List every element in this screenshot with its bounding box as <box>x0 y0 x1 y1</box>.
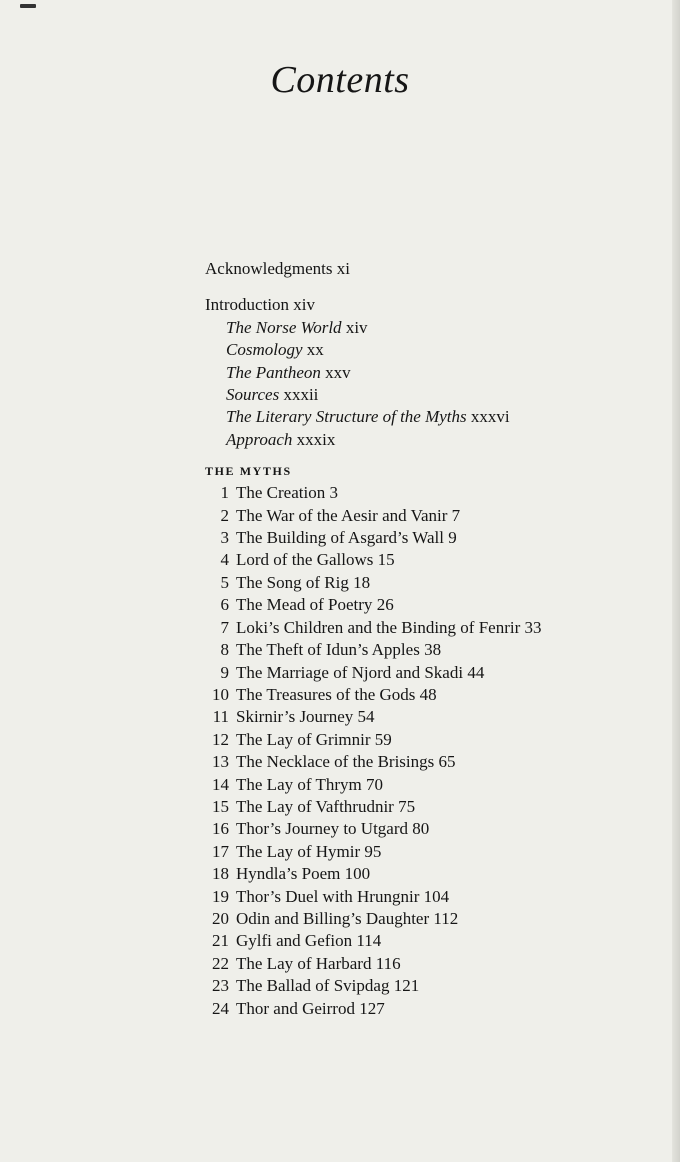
toc-entry-title: The Lay of Hymir <box>236 841 361 861</box>
ink-mark <box>20 4 36 8</box>
toc-entry-page: 54 <box>357 707 375 727</box>
myth-number: 6 <box>220 595 229 615</box>
myth-number: 16 <box>212 819 229 839</box>
toc-entry-title: The Pantheon <box>226 362 321 382</box>
myth-number: 20 <box>212 908 229 928</box>
toc-entry-page: 9 <box>448 528 457 548</box>
toc-entry-page: xxxvi <box>470 407 510 427</box>
toc-entry-page: xxxii <box>283 385 319 405</box>
toc-myth-entry <box>205 818 542 840</box>
toc-entry-title: Loki’s Children and the Binding of Fenrir <box>236 617 521 637</box>
myth-number: 11 <box>212 707 229 727</box>
toc-entry-page: 33 <box>524 617 542 637</box>
toc-entry-page: 114 <box>356 931 382 951</box>
toc-myth-entry <box>205 886 542 908</box>
toc-subentry <box>205 362 542 384</box>
toc-myth-entry <box>205 774 542 796</box>
myth-number: 24 <box>212 998 229 1018</box>
toc-myth-entry <box>205 751 542 773</box>
myth-number: 4 <box>220 550 229 570</box>
toc-entry-page: 38 <box>424 640 442 660</box>
toc-myth-entry <box>205 662 542 684</box>
toc-myth-entry <box>205 729 542 751</box>
toc-myth-entry <box>205 594 542 616</box>
toc-entry-title: Thor’s Duel with Hrungnir <box>236 886 420 906</box>
toc-myth-entry <box>205 572 542 594</box>
toc-entry-page: 18 <box>353 572 371 592</box>
toc-subentry <box>205 406 542 428</box>
toc-entry-title: Thor’s Journey to Utgard <box>236 819 409 839</box>
toc-entry-page: 116 <box>375 953 401 973</box>
toc-entry-title: Acknowledgments <box>205 259 333 278</box>
section-heading-myths: THE MYTHS <box>205 464 292 479</box>
toc-entry-page: xxxix <box>296 429 336 449</box>
toc-entry-title: The Norse World <box>226 317 342 337</box>
toc-entry-page: 121 <box>393 976 420 996</box>
toc-entry-page: 100 <box>344 864 371 884</box>
toc-myth-entry <box>205 841 542 863</box>
toc-myth-entry <box>205 998 542 1020</box>
toc-subentry <box>205 339 542 361</box>
toc-myth-entry <box>205 863 542 885</box>
myth-number: 17 <box>212 841 229 861</box>
myth-number: 10 <box>212 684 229 704</box>
toc-entry-page: 59 <box>374 729 392 749</box>
toc-subentry <box>205 429 542 451</box>
toc-entry-page: 70 <box>365 774 383 794</box>
toc-entry-page: xiv <box>345 317 368 337</box>
toc-myth-entry <box>205 527 542 549</box>
toc-entry-title: The Lay of Grimnir <box>236 729 371 749</box>
myth-number: 2 <box>220 505 229 525</box>
toc-entry-title: Approach <box>226 429 293 449</box>
toc-entry-title: The Building of Asgard’s Wall <box>236 528 444 548</box>
toc-entry-page: 65 <box>438 752 456 772</box>
toc-myth-entry <box>205 617 542 639</box>
toc-myth-entry <box>205 930 542 952</box>
toc-myth-entry <box>205 908 542 930</box>
toc-entry-page: xxv <box>325 362 351 382</box>
myth-number: 8 <box>220 640 229 660</box>
toc-entry-title: Cosmology <box>226 340 303 360</box>
introduction-sections <box>205 317 542 451</box>
toc-entry-title: Introduction <box>205 295 290 315</box>
toc-entry-title: The Marriage of Njord and Skadi <box>236 662 464 682</box>
page-title: Contents <box>270 59 410 101</box>
toc-entry-title: Skirnir’s Journey <box>236 707 354 727</box>
toc-entry-title: The Lay of Thrym <box>236 774 362 794</box>
toc-entry-title: Sources <box>226 385 280 405</box>
toc-entry-title: The Lay of Harbard <box>236 953 372 973</box>
spacer <box>205 280 542 294</box>
toc-entry-page: xiv <box>293 295 316 315</box>
toc-entry-page: 75 <box>398 796 416 816</box>
toc-entry-page: 26 <box>376 595 394 615</box>
toc-entry-page: 104 <box>423 886 450 906</box>
toc-entry-page: 48 <box>419 684 437 704</box>
myth-number: 15 <box>212 796 229 816</box>
myth-number: 3 <box>220 528 229 548</box>
toc-entry-page: xx <box>306 340 324 360</box>
toc-entry-page: 44 <box>467 662 485 682</box>
table-of-contents <box>205 258 542 1020</box>
toc-entry-page: 15 <box>377 550 395 570</box>
toc-entry-title: The War of the Aesir and Vanir <box>236 505 448 525</box>
toc-myth-entry <box>205 975 542 997</box>
toc-entry-title: The Creation <box>236 483 326 503</box>
myth-number: 7 <box>220 617 229 637</box>
toc-myth-entry <box>205 953 542 975</box>
toc-entry-title: The Treasures of the Gods <box>236 684 416 704</box>
toc-entry-title: Thor and Geirrod <box>236 998 355 1018</box>
toc-entry-page: 112 <box>433 908 459 928</box>
toc-entry-page: 95 <box>364 841 382 861</box>
toc-myth-entry <box>205 505 542 527</box>
toc-myth-entry <box>205 639 542 661</box>
toc-subentry <box>205 384 542 406</box>
toc-myth-entry <box>205 796 542 818</box>
toc-entry-title: The Mead of Poetry <box>236 595 373 615</box>
toc-entry-title: The Ballad of Svipdag <box>236 976 390 996</box>
toc-entry-page: 80 <box>412 819 430 839</box>
myth-number: 22 <box>212 953 229 973</box>
toc-entry-page: xi <box>336 259 350 278</box>
toc-entry-title: Lord of the Gallows <box>236 550 374 570</box>
myth-number: 5 <box>220 572 229 592</box>
toc-entry-title: Gylfi and Gefion <box>236 931 353 951</box>
toc-entry-title: The Song of Rig <box>236 572 349 592</box>
myth-number: 19 <box>212 886 229 906</box>
myth-number: 12 <box>212 729 229 749</box>
myth-number: 23 <box>212 976 229 996</box>
toc-entry-page: 7 <box>451 505 461 525</box>
toc-myth-entry <box>205 549 542 571</box>
spacer <box>205 451 542 463</box>
myth-number: 9 <box>220 662 229 682</box>
toc-entry-title: Odin and Billing’s Daughter <box>236 908 430 928</box>
myth-number: 1 <box>220 483 229 503</box>
myth-number: 13 <box>212 752 229 772</box>
toc-entry-title: The Necklace of the Brisings <box>236 752 435 772</box>
toc-entry-page: 127 <box>359 998 385 1018</box>
toc-entry-title: The Lay of Vafthrudnir <box>236 796 394 816</box>
myth-number: 18 <box>212 864 229 884</box>
myths-list <box>205 482 542 1020</box>
toc-subentry <box>205 317 542 339</box>
myth-number: 14 <box>212 774 229 794</box>
toc-myth-entry <box>205 684 542 706</box>
toc-entry-introduction <box>205 294 542 316</box>
page-edge <box>672 0 680 1162</box>
toc-myth-entry <box>205 482 542 504</box>
toc-entry-title: The Theft of Idun’s Apples <box>236 640 420 660</box>
myth-number: 21 <box>212 931 229 951</box>
toc-entry-page: 3 <box>329 483 338 503</box>
toc-entry-acknowledgments <box>205 258 542 280</box>
toc-myth-entry <box>205 706 542 728</box>
toc-entry-title: The Literary Structure of the Myths <box>226 407 467 427</box>
toc-entry-title: Hyndla’s Poem <box>236 864 341 884</box>
